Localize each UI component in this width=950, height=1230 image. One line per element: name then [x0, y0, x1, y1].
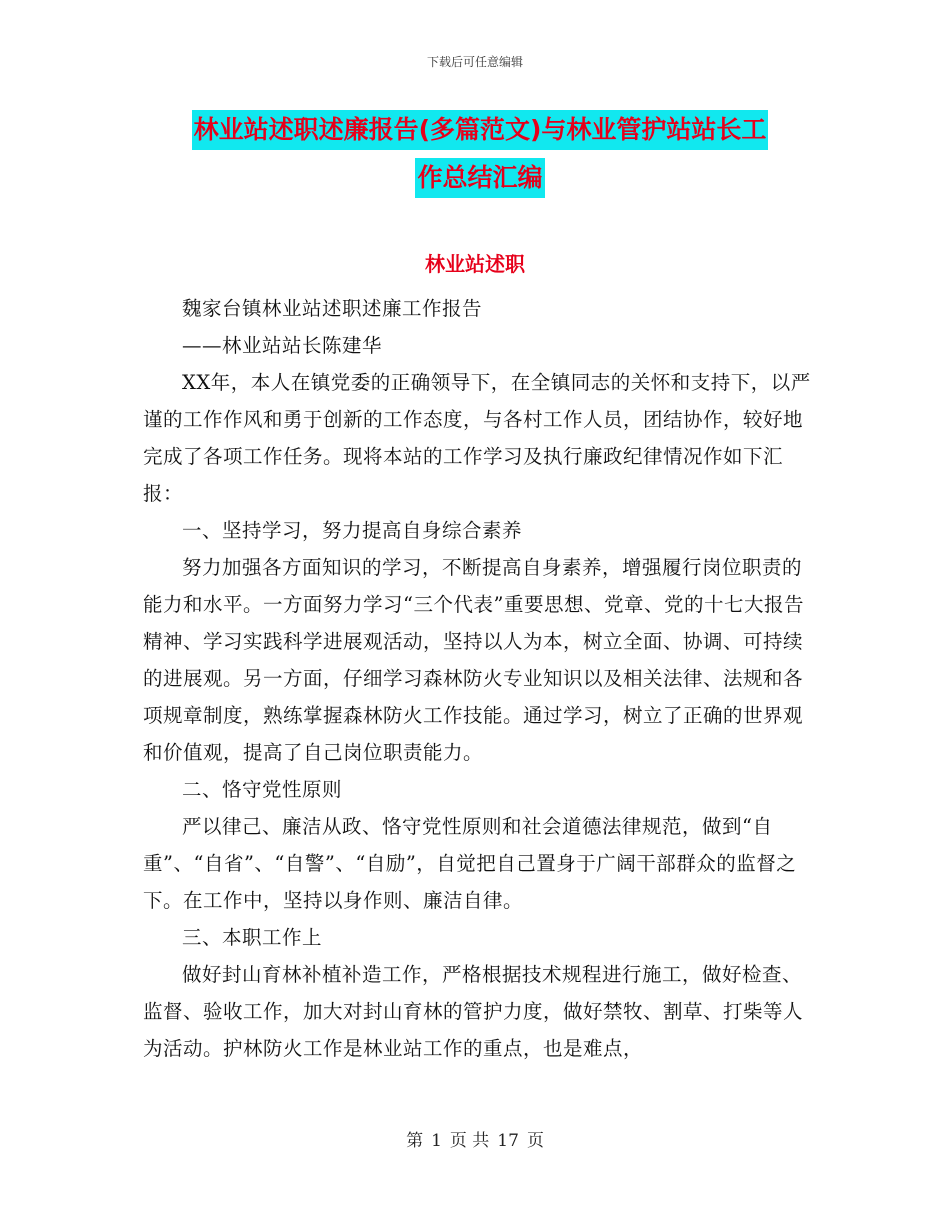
heading-one: 一、坚持学习，努力提高自身综合素养 — [182, 519, 523, 542]
paragraph-duty: 做好封山育林补植补造工作，严格根据技术规程进行施工，做好检查、监督、验收工作，加大对封山育林的管护力度，做好禁牧、割草、打柴等人为活动。护林防火工作是林业站工作的重点，也是难点， — [143, 963, 804, 1060]
paragraph-report-title: 魏家台镇林业站述职述廉工作报告 — [182, 297, 483, 320]
title-line-1: 林业站述职述廉报告(多篇范文)与林业管护站站长工 — [192, 110, 769, 150]
document-title — [140, 110, 820, 198]
header-note: 下载后可任意编辑 — [426, 55, 523, 69]
section-title: 林业站述职 — [425, 252, 525, 276]
paragraph-intro: XX年，本人在镇党委的正确领导下，在全镇同志的关怀和支持下，以严谨的工作作风和勇于创新的工作态度，与各村工作人员，团结协作，较好地完成了各项工作任务。现将本站的工作学习及执行廉政纪律情况作如下汇报： — [143, 371, 811, 505]
page-footer — [0, 1126, 950, 1151]
heading-three: 三、本职工作上 — [182, 926, 323, 949]
footer-total-pages: 17 — [497, 1131, 519, 1151]
paragraph-study: 努力加强各方面知识的学习，不断提高自身素养，增强履行岗位职责的能力和水平。一方面努力学习“三个代表”重要思想、党章、党的十七大报告精神、学习实践科学进展观活动，坚持以人为本，树立全面、协调、可持续的进展观。另一方面，仔细学习森林防火专业知识以及相关法律、法规和各项规章制度，熟练掌握森林防火工作技能。通过学习，树立了正确的世界观和价值观，提高了自己岗位职责能力。 — [143, 556, 804, 764]
body-text — [143, 290, 813, 1067]
paragraph-principle: 严以律己、廉洁从政、恪守党性原则和社会道德法律规范，做到“自重”、“自省”、“自警”、“自励”，自觉把自己置身于广阔干部群众的监督之下。在工作中，坚持以身作则、廉洁自律。 — [143, 815, 797, 912]
footer-current-page: 1 — [431, 1131, 442, 1151]
footer-prefix: 第 — [406, 1131, 424, 1151]
paragraph-author: ——林业站站长陈建华 — [182, 334, 383, 357]
footer-middle: 页 共 — [449, 1131, 490, 1151]
title-line-2: 作总结汇编 — [415, 158, 544, 198]
footer-suffix: 页 — [526, 1131, 544, 1151]
heading-two: 二、恪守党性原则 — [182, 778, 343, 801]
